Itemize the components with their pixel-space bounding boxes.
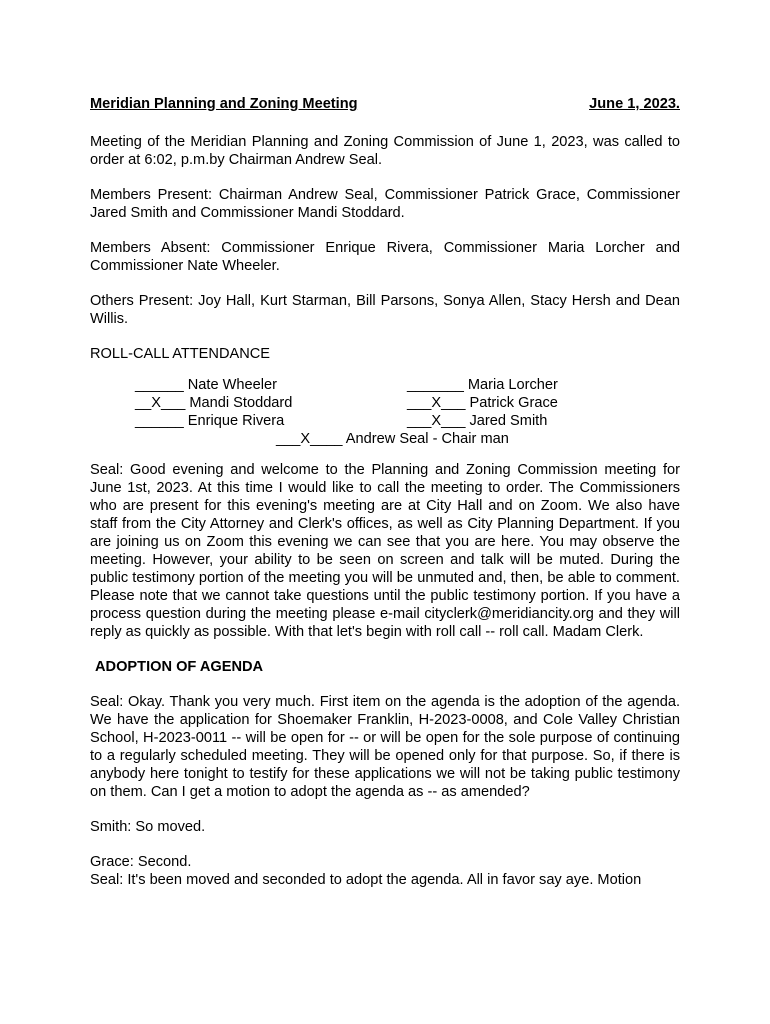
agenda-seal-motion: Seal: It's been moved and seconded to adopt the agenda. All in favor say aye. Motion xyxy=(90,872,642,888)
document-page xyxy=(90,95,680,906)
roll-call-entry: ___X___ Jared Smith xyxy=(407,413,548,429)
roll-call-entry: ___X____ Andrew Seal - Chair man xyxy=(276,431,509,447)
agenda-grace-statement: Grace: Second. xyxy=(90,854,192,870)
document-header xyxy=(90,95,680,113)
roll-call-entry: ______ Enrique Rivera xyxy=(135,413,285,429)
section-heading-adoption-of-agenda: ADOPTION OF AGENDA xyxy=(95,659,264,675)
others-present-paragraph: Others Present: Joy Hall, Kurt Starman, Bill Parsons, Sonya Allen, Stacy Hersh and Dean Willis. xyxy=(90,293,680,327)
agenda-smith-statement: Smith: So moved. xyxy=(90,819,206,835)
members-present-paragraph: Members Present: Chairman Andrew Seal, Commissioner Patrick Grace, Commissioner Jared Smith and Commissioner Mandi Stoddard. xyxy=(90,187,680,221)
roll-call-entry: _______ Maria Lorcher xyxy=(407,377,558,393)
call-to-order-paragraph: Meeting of the Meridian Planning and Zoning Commission of June 1, 2023, was called to order at 6:02, p.m.by Chairman Andrew Seal. xyxy=(90,134,680,168)
roll-call-entry: ___X___ Patrick Grace xyxy=(407,395,558,411)
meeting-title: Meridian Planning and Zoning Meeting xyxy=(90,96,358,112)
members-absent-paragraph: Members Absent: Commissioner Enrique Rivera, Commissioner Maria Lorcher and Commissioner Nate Wheeler. xyxy=(90,240,680,274)
roll-call-entry: ______ Nate Wheeler xyxy=(135,377,277,393)
meeting-date: June 1, 2023. xyxy=(589,96,680,112)
roll-call-heading: ROLL-CALL ATTENDANCE xyxy=(90,346,271,362)
agenda-seal-statement: Seal: Okay. Thank you very much. First item on the agenda is the adoption of the agenda. We have the application for Shoemaker Franklin, H-2023-0008, and Cole Valley Christian School, H-2023-0011 -- will be open for -- or will be open for the sole purpose of continuing to a regularly scheduled meeting. They will be opened only for that purpose. So, if there is anybody here tonight to testify for these applications we will not be taking public testimony on them. Can I get a motion to adopt the agenda as -- as amended? xyxy=(90,694,680,800)
roll-call-entry: __X___ Mandi Stoddard xyxy=(135,395,293,411)
roll-call-table xyxy=(90,376,680,448)
opening-statement-paragraph: Seal: Good evening and welcome to the Planning and Zoning Commission meeting for June 1st, 2023. At this time I would like to call the meeting to order. The Commissioners who are present for this evening's meeting are at City Hall and on Zoom. We also have staff from the City Attorney and Clerk's offices, as well as City Planning Department. If you are joining us on Zoom this evening we can see that you are here. You may observe the meeting. However, your ability to be seen on screen and talk will be muted. During the public testimony portion of the meeting you will be unmuted and, then, be able to comment. Please note that we cannot take questions until the public testimony portion. If you have a process question during the meeting please e-mail cityclerk@meridiancity.org and they will reply as quickly as possible. With that let's begin with roll call -- roll call. Madam Clerk. xyxy=(90,462,680,640)
